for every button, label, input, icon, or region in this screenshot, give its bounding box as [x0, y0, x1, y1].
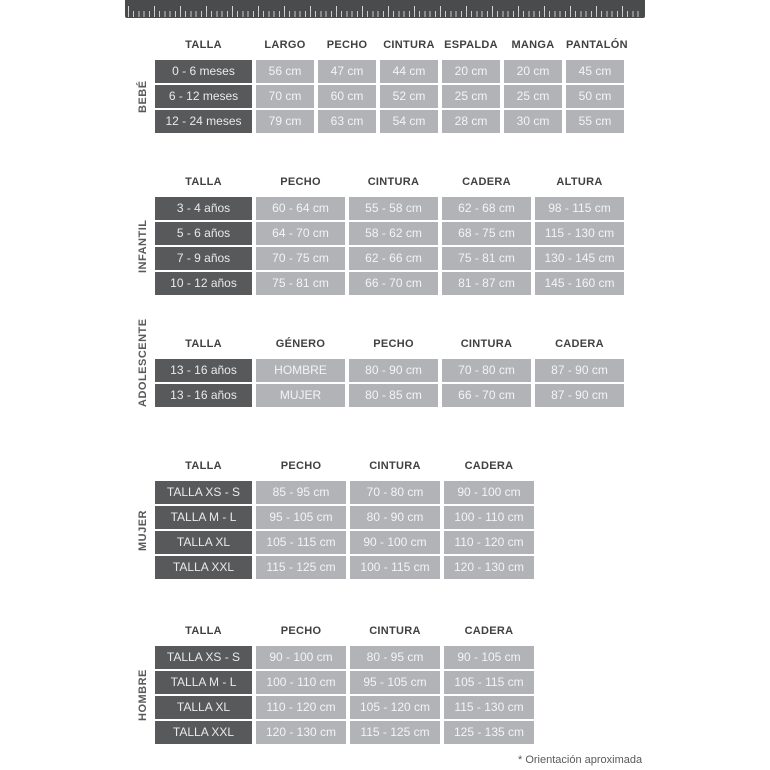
- size-label-cell: TALLA XS - S: [155, 481, 252, 504]
- column-header: TALLA: [185, 338, 222, 350]
- size-label-cell: 0 - 6 meses: [155, 60, 252, 83]
- size-label-cell: TALLA XL: [155, 531, 252, 554]
- table-row: [155, 272, 624, 295]
- measuring-tape-ruler-icon: [125, 0, 645, 18]
- size-label-cell: 3 - 4 años: [155, 197, 252, 220]
- measurement-cell: 60 - 64 cm: [256, 197, 345, 220]
- size-table-adolescente: [137, 318, 624, 409]
- column-header: PECHO: [373, 338, 414, 350]
- size-label-cell: 7 - 9 años: [155, 247, 252, 270]
- measurement-cell: 105 - 115 cm: [256, 531, 346, 554]
- measurement-cell: 50 cm: [566, 85, 624, 108]
- measurement-cell: 130 - 145 cm: [535, 247, 624, 270]
- measurement-cell: 75 - 81 cm: [256, 272, 345, 295]
- column-header: PECHO: [280, 625, 322, 637]
- size-label-cell: TALLA XXL: [155, 556, 252, 579]
- measurement-cell: 80 - 95 cm: [350, 646, 440, 669]
- column-header: CINTURA: [369, 625, 421, 637]
- measurement-cell: 20 cm: [442, 60, 500, 83]
- column-header: TALLA: [185, 176, 222, 188]
- column-header: CADERA: [462, 176, 511, 188]
- column-header: TALLA: [185, 460, 222, 472]
- measurement-cell: 100 - 115 cm: [350, 556, 440, 579]
- table-header-row: [155, 175, 624, 189]
- size-label-cell: TALLA XL: [155, 696, 252, 719]
- table-header-row: [155, 337, 624, 351]
- measurement-cell: 80 - 90 cm: [350, 506, 440, 529]
- measurement-cell: 47 cm: [318, 60, 376, 83]
- group-label-bebe: BEBÉ: [137, 80, 149, 113]
- table-row: [155, 671, 534, 694]
- size-table-mujer: [137, 459, 534, 581]
- measurement-cell: 100 - 110 cm: [444, 506, 534, 529]
- measurement-cell: 20 cm: [504, 60, 562, 83]
- measurement-cell: MUJER: [256, 384, 345, 407]
- measurement-cell: 95 - 105 cm: [256, 506, 346, 529]
- measurement-cell: 70 - 75 cm: [256, 247, 345, 270]
- measurement-cell: 44 cm: [380, 60, 438, 83]
- measurement-cell: 70 - 80 cm: [442, 359, 531, 382]
- measurement-cell: 79 cm: [256, 110, 314, 133]
- measurement-cell: 58 - 62 cm: [349, 222, 438, 245]
- table-row: [155, 247, 624, 270]
- table-row: [155, 481, 534, 504]
- measurement-cell: 115 - 130 cm: [444, 696, 534, 719]
- measurement-cell: 64 - 70 cm: [256, 222, 345, 245]
- measurement-cell: 25 cm: [442, 85, 500, 108]
- column-header: MANGA: [511, 39, 555, 51]
- table-row: [155, 197, 624, 220]
- column-header: CINTURA: [383, 39, 435, 51]
- column-header: PECHO: [280, 460, 322, 472]
- measurement-cell: 30 cm: [504, 110, 562, 133]
- size-label-cell: TALLA M - L: [155, 671, 252, 694]
- table-header-row: [155, 459, 534, 473]
- column-header: CINTURA: [460, 338, 513, 350]
- measurement-cell: 90 - 100 cm: [256, 646, 346, 669]
- column-header: CINTURA: [369, 460, 421, 472]
- table-row: [155, 222, 624, 245]
- column-header: CADERA: [464, 460, 514, 472]
- column-header: CADERA: [464, 625, 514, 637]
- measurement-cell: 62 - 68 cm: [442, 197, 531, 220]
- size-label-cell: 12 - 24 meses: [155, 110, 252, 133]
- measurement-cell: 115 - 125 cm: [256, 556, 346, 579]
- measurement-cell: 120 - 130 cm: [444, 556, 534, 579]
- column-header: GÉNERO: [275, 338, 326, 350]
- measurement-cell: 25 cm: [504, 85, 562, 108]
- measurement-cell: 105 - 115 cm: [444, 671, 534, 694]
- measurement-cell: HOMBRE: [256, 359, 345, 382]
- table-row: [155, 60, 624, 83]
- size-label-cell: TALLA XS - S: [155, 646, 252, 669]
- table-row: [155, 359, 624, 382]
- size-table-infantil: [137, 175, 624, 297]
- table-header-row: [155, 38, 628, 52]
- size-label-cell: 5 - 6 años: [155, 222, 252, 245]
- measurement-cell: 110 - 120 cm: [444, 531, 534, 554]
- table-row: [155, 110, 624, 133]
- table-row: [155, 696, 534, 719]
- measurement-cell: 105 - 120 cm: [350, 696, 440, 719]
- measurement-cell: 66 - 70 cm: [442, 384, 531, 407]
- column-header: TALLA: [185, 39, 222, 51]
- measurement-cell: 115 - 130 cm: [535, 222, 624, 245]
- table-row: [155, 646, 534, 669]
- table-row: [155, 506, 534, 529]
- column-header: ALTURA: [556, 176, 603, 188]
- column-header: CINTURA: [367, 176, 420, 188]
- measurement-cell: 52 cm: [380, 85, 438, 108]
- column-header: CADERA: [555, 338, 604, 350]
- measurement-cell: 45 cm: [566, 60, 624, 83]
- measurement-cell: 55 cm: [566, 110, 624, 133]
- measurement-cell: 28 cm: [442, 110, 500, 133]
- measurement-cell: 125 - 135 cm: [444, 721, 534, 744]
- table-header-row: [155, 624, 534, 638]
- measurement-cell: 87 - 90 cm: [535, 359, 624, 382]
- measurement-cell: 55 - 58 cm: [349, 197, 438, 220]
- table-row: [155, 85, 624, 108]
- measurement-cell: 115 - 125 cm: [350, 721, 440, 744]
- size-label-cell: TALLA M - L: [155, 506, 252, 529]
- measurement-cell: 90 - 100 cm: [444, 481, 534, 504]
- measurement-cell: 63 cm: [318, 110, 376, 133]
- measurement-cell: 81 - 87 cm: [442, 272, 531, 295]
- group-label-infantil: INFANTIL: [137, 219, 149, 273]
- measurement-cell: 60 cm: [318, 85, 376, 108]
- measurement-cell: 75 - 81 cm: [442, 247, 531, 270]
- table-row: [155, 531, 534, 554]
- measurement-cell: 110 - 120 cm: [256, 696, 346, 719]
- measurement-cell: 68 - 75 cm: [442, 222, 531, 245]
- measurement-cell: 120 - 130 cm: [256, 721, 346, 744]
- measurement-cell: 95 - 105 cm: [350, 671, 440, 694]
- size-label-cell: 13 - 16 años: [155, 359, 252, 382]
- measurement-cell: 66 - 70 cm: [349, 272, 438, 295]
- measurement-cell: 70 cm: [256, 85, 314, 108]
- size-table-bebe: [137, 38, 628, 135]
- size-label-cell: 6 - 12 meses: [155, 85, 252, 108]
- measurement-cell: 62 - 66 cm: [349, 247, 438, 270]
- measurement-cell: 80 - 90 cm: [349, 359, 438, 382]
- size-table-hombre: [137, 624, 534, 746]
- table-row: [155, 556, 534, 579]
- measurement-cell: 100 - 110 cm: [256, 671, 346, 694]
- measurement-cell: 98 - 115 cm: [535, 197, 624, 220]
- size-label-cell: 10 - 12 años: [155, 272, 252, 295]
- column-header: TALLA: [185, 625, 222, 637]
- footnote: * Orientación aproximada: [518, 754, 643, 766]
- measurement-cell: 85 - 95 cm: [256, 481, 346, 504]
- measurement-cell: 80 - 85 cm: [349, 384, 438, 407]
- group-label-hombre: HOMBRE: [137, 669, 149, 721]
- measurement-cell: 87 - 90 cm: [535, 384, 624, 407]
- column-header: PANTALÓN: [566, 39, 628, 51]
- size-label-cell: 13 - 16 años: [155, 384, 252, 407]
- size-label-cell: TALLA XXL: [155, 721, 252, 744]
- group-label-adolescente: ADOLESCENTE: [137, 318, 149, 407]
- table-row: [155, 721, 534, 744]
- column-header: ESPALDA: [444, 39, 498, 51]
- measurement-cell: 54 cm: [380, 110, 438, 133]
- table-row: [155, 384, 624, 407]
- measurement-cell: 90 - 100 cm: [350, 531, 440, 554]
- measurement-cell: 56 cm: [256, 60, 314, 83]
- measurement-cell: 145 - 160 cm: [535, 272, 624, 295]
- column-header: PECHO: [280, 176, 321, 188]
- group-label-mujer: MUJER: [137, 509, 149, 551]
- column-header: LARGO: [264, 39, 306, 51]
- measurement-cell: 70 - 80 cm: [350, 481, 440, 504]
- column-header: PECHO: [326, 39, 368, 51]
- measurement-cell: 90 - 105 cm: [444, 646, 534, 669]
